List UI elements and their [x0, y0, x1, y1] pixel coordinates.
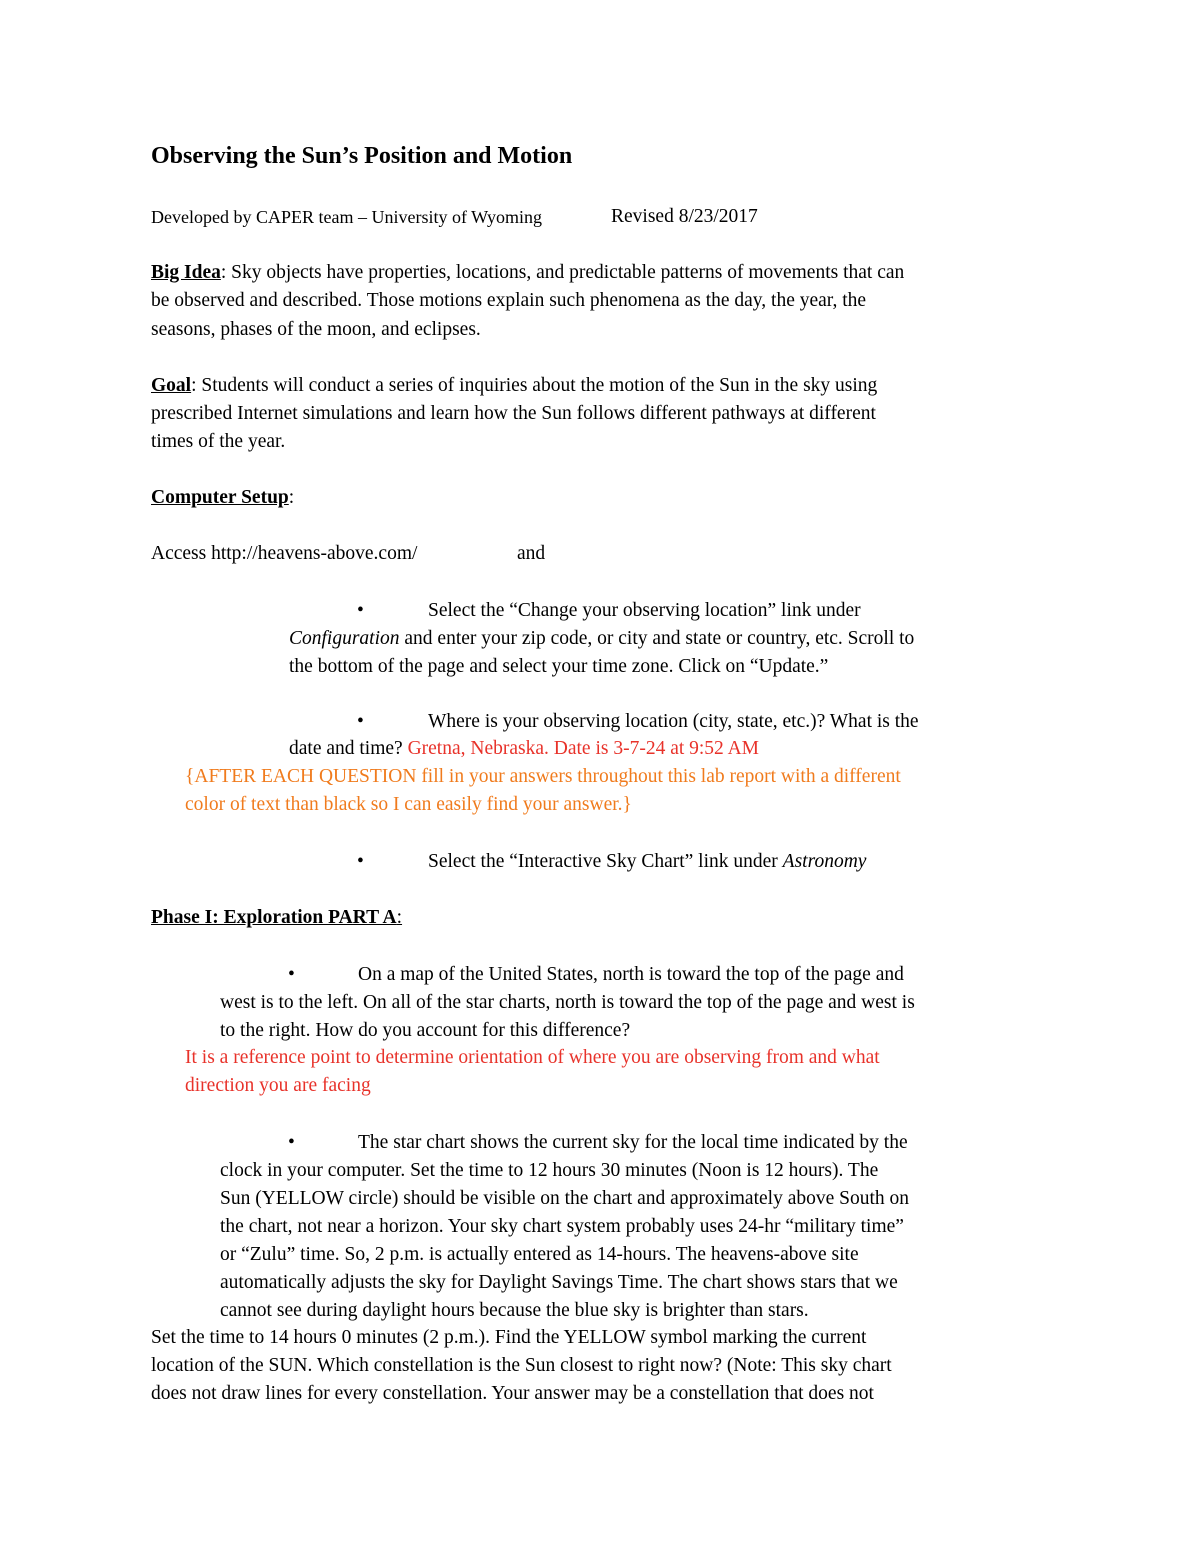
question-2-line-3: Sun (YELLOW circle) should be visible on the chart and approximately above South on	[220, 1188, 910, 1209]
big-idea-line-1: Big Idea: Sky objects have properties, locations, and predictable patterns of movements that can	[151, 262, 905, 283]
big-idea-line-2: be observed and described. Those motions explain such phenomena as the day, the year, the	[151, 290, 867, 311]
bullet-1-line-3: the bottom of the page and select your time zone. Click on “Update.”	[289, 656, 829, 677]
question-3-line-3: does not draw lines for every constellation. Your answer may be a constellation that does not	[151, 1383, 874, 1404]
instruction-line-2: color of text than black so I can easily find your answer.}	[185, 794, 632, 815]
question-2-line-4: the chart, not near a horizon. Your sky chart system probably uses 24-hr “military time”	[220, 1216, 904, 1237]
big-idea-line-3: seasons, phases of the moon, and eclipses.	[151, 319, 481, 340]
question-3-line-1: Set the time to 14 hours 0 minutes (2 p.m.). Find the YELLOW symbol marking the current	[151, 1327, 867, 1348]
bullet-icon: •	[288, 1132, 295, 1153]
bullet-icon: •	[288, 964, 295, 985]
question-1-line-2: west is to the left. On all of the star charts, north is toward the top of the page and west is	[220, 992, 915, 1013]
revised-date: Revised 8/23/2017	[611, 206, 758, 227]
goal-line-2: prescribed Internet simulations and learn how the Sun follows different pathways at different	[151, 403, 876, 424]
question-3-line-2: location of the SUN. Which constellation is the Sun closest to right now? (Note: This sky chart	[151, 1355, 892, 1376]
location-answer: Gretna, Nebraska. Date is 3-7-24 at 9:52 AM	[407, 738, 760, 759]
question-2-line-5: or “Zulu” time. So, 2 p.m. is actually entered as 14-hours. The heavens-above site	[220, 1244, 859, 1265]
big-idea-label: Big Idea	[151, 262, 221, 283]
bullet-2-line-2: date and time? Gretna, Nebraska. Date is 3-7-24 at 9:52 AM	[289, 738, 760, 759]
question-2-line-1: The star chart shows the current sky for the local time indicated by the	[358, 1132, 908, 1153]
bullet-icon: •	[357, 600, 364, 621]
bullet-1-line-1: Select the “Change your observing location” link under	[428, 600, 861, 621]
goal-label: Goal	[151, 375, 192, 396]
bullet-2-line-1: Where is your observing location (city, state, etc.)? What is the	[428, 711, 919, 732]
page-title: Observing the Sun’s Position and Motion	[151, 143, 573, 169]
bullet-icon: •	[357, 711, 364, 732]
question-1-line-3: to the right. How do you account for this difference?	[220, 1020, 631, 1041]
question-2-line-2: clock in your computer. Set the time to 12 hours 30 minutes (Noon is 12 hours). The	[220, 1160, 879, 1181]
bullet-3-line: Select the “Interactive Sky Chart” link under Astronomy	[428, 851, 867, 872]
bullet-icon: •	[357, 851, 364, 872]
developed-by: Developed by CAPER team – University of Wyoming	[151, 207, 543, 227]
access-url: Access http://heavens-above.com/	[151, 543, 418, 564]
access-and: and	[517, 543, 546, 564]
computer-setup-heading: Computer Setup:	[151, 487, 295, 508]
phase-1-heading: Phase I: Exploration PART A:	[151, 907, 403, 928]
goal-line-1: Goal: Students will conduct a series of inquiries about the motion of the Sun in the sky using	[151, 375, 878, 396]
instruction-line-1: {AFTER EACH QUESTION fill in your answers throughout this lab report with a different	[185, 766, 901, 787]
question-1-line-1: On a map of the United States, north is toward the top of the page and	[358, 964, 904, 985]
answer-1-line-1: It is a reference point to determine orientation of where you are observing from and what	[185, 1047, 880, 1068]
goal-line-3: times of the year.	[151, 431, 286, 452]
question-2-line-6: automatically adjusts the sky for Daylight Savings Time. The chart shows stars that we	[220, 1272, 898, 1293]
question-2-line-7: cannot see during daylight hours because the blue sky is brighter than stars.	[220, 1300, 809, 1321]
bullet-1-line-2: Configuration and enter your zip code, or city and state or country, etc. Scroll to	[289, 628, 915, 649]
answer-1-line-2: direction you are facing	[185, 1075, 371, 1096]
